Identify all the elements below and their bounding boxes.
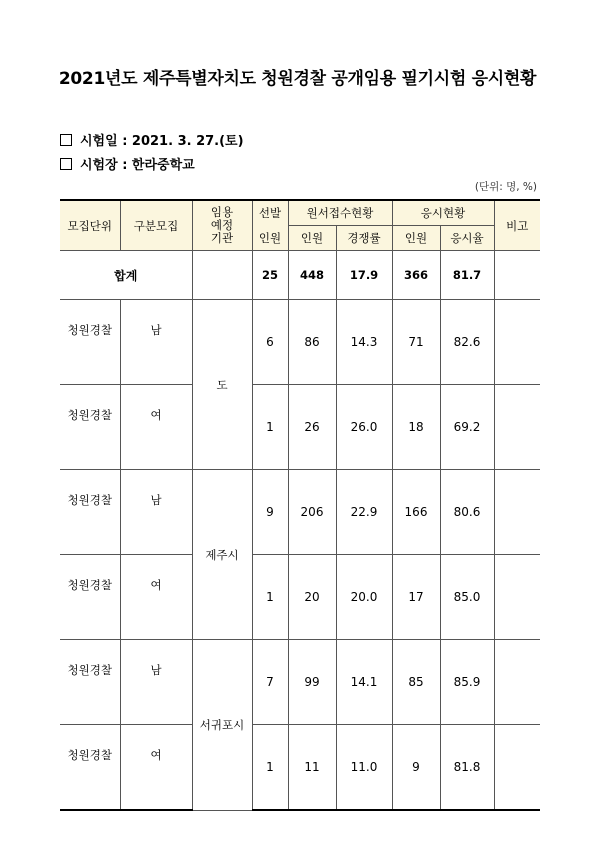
row-applicants: 20: [288, 555, 336, 640]
row-competition: 11.0: [336, 725, 392, 811]
header-app-count: 인원: [288, 226, 336, 251]
row-competition: 22.9: [336, 470, 392, 555]
header-att-count: 인원: [392, 226, 440, 251]
row-remarks: [494, 640, 540, 725]
header-att-rate: 응시율: [440, 226, 494, 251]
row-selected: 1: [252, 725, 288, 811]
table-row: [60, 385, 540, 470]
row-remarks: [494, 300, 540, 385]
total-attendees: 366: [392, 251, 440, 300]
exam-place-text: 시험장 : 한라중학교: [80, 158, 195, 173]
table-row: [60, 470, 540, 555]
row-attendees: 166: [392, 470, 440, 555]
row-selected: 1: [252, 385, 288, 470]
row-unit: 청원경찰: [60, 725, 120, 811]
total-row: [60, 251, 540, 300]
header-agency: 임용 예정 기관: [192, 200, 252, 251]
table-row: [60, 300, 540, 385]
row-rate: 80.6: [440, 470, 494, 555]
header-unit: 모집단위: [60, 200, 120, 251]
row-rate: 81.8: [440, 725, 494, 811]
checkbox-icon: [60, 158, 72, 170]
row-remarks: [494, 385, 540, 470]
row-applicants: 11: [288, 725, 336, 811]
row-attendees: 71: [392, 300, 440, 385]
row-unit: 청원경찰: [60, 300, 120, 385]
row-applicants: 26: [288, 385, 336, 470]
row-attendees: 18: [392, 385, 440, 470]
page-title: 2021년도 제주특별자치도 청원경찰 공개임용 필기시험 응시현황: [58, 69, 537, 89]
total-remarks: [494, 251, 540, 300]
table-row: [60, 725, 540, 811]
header-attendance: 응시현황: [392, 200, 494, 226]
row-selected: 1: [252, 555, 288, 640]
row-rate: 82.6: [440, 300, 494, 385]
header-select-top: 선발: [252, 200, 288, 226]
row-remarks: [494, 555, 540, 640]
total-applicants: 448: [288, 251, 336, 300]
row-gender: 남: [120, 470, 192, 555]
status-table: [60, 199, 540, 811]
header-applications: 원서접수현황: [288, 200, 392, 226]
table-row: [60, 640, 540, 725]
total-rate: 81.7: [440, 251, 494, 300]
header-select-bottom: 인원: [252, 226, 288, 251]
row-selected: 6: [252, 300, 288, 385]
row-applicants: 86: [288, 300, 336, 385]
row-remarks: [494, 470, 540, 555]
row-attendees: 85: [392, 640, 440, 725]
row-competition: 20.0: [336, 555, 392, 640]
row-gender: 남: [120, 640, 192, 725]
row-attendees: 9: [392, 725, 440, 811]
table-row: [60, 555, 540, 640]
total-competition: 17.9: [336, 251, 392, 300]
row-remarks: [494, 725, 540, 811]
row-unit: 청원경찰: [60, 470, 120, 555]
row-rate: 85.9: [440, 640, 494, 725]
checkbox-icon: [60, 134, 72, 146]
header-remarks: 비고: [494, 200, 540, 251]
row-unit: 청원경찰: [60, 555, 120, 640]
row-competition: 14.1: [336, 640, 392, 725]
row-rate: 69.2: [440, 385, 494, 470]
row-agency: 도: [192, 300, 252, 470]
header-category: 구분모집: [120, 200, 192, 251]
exam-date-text: 시험일 : 2021. 3. 27.(토): [80, 134, 244, 149]
header-competition: 경쟁률: [336, 226, 392, 251]
row-selected: 9: [252, 470, 288, 555]
exam-place: [60, 154, 195, 173]
row-competition: 26.0: [336, 385, 392, 470]
row-competition: 14.3: [336, 300, 392, 385]
row-attendees: 17: [392, 555, 440, 640]
total-label: 합계: [60, 251, 192, 300]
row-unit: 청원경찰: [60, 640, 120, 725]
row-gender: 남: [120, 300, 192, 385]
unit-note: (단위: 명, %): [474, 181, 537, 193]
exam-date: [60, 130, 244, 149]
row-unit: 청원경찰: [60, 385, 120, 470]
row-applicants: 99: [288, 640, 336, 725]
row-agency: 서귀포시: [192, 640, 252, 811]
row-rate: 85.0: [440, 555, 494, 640]
row-gender: 여: [120, 385, 192, 470]
total-selected: 25: [252, 251, 288, 300]
row-gender: 여: [120, 555, 192, 640]
row-selected: 7: [252, 640, 288, 725]
row-agency: 제주시: [192, 470, 252, 640]
total-agency: [192, 251, 252, 300]
row-gender: 여: [120, 725, 192, 811]
row-applicants: 206: [288, 470, 336, 555]
